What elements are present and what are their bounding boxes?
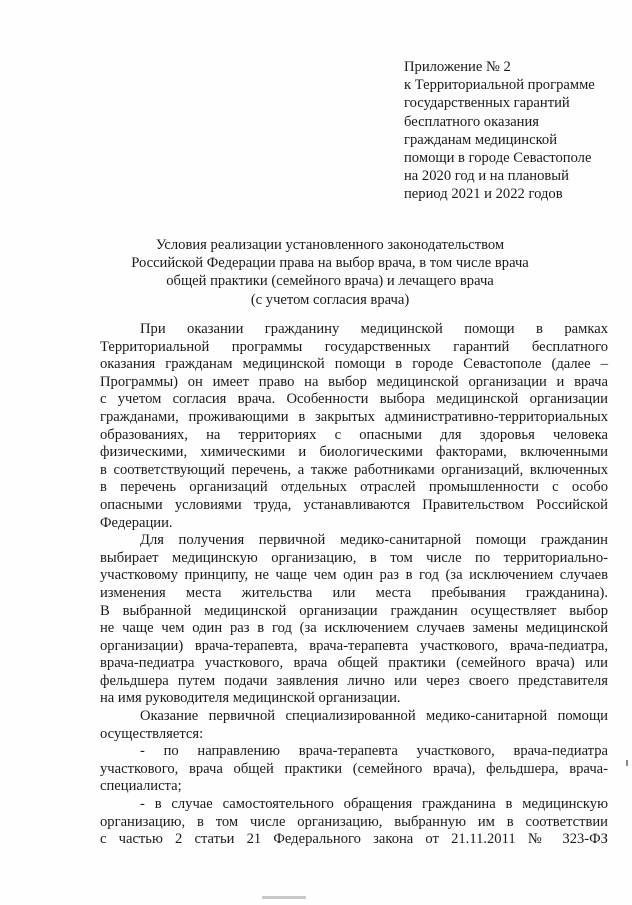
scan-artifact bbox=[626, 760, 628, 766]
body-line: оказания гражданам медицинской помощи в городе Севастополе (далее – bbox=[100, 356, 608, 373]
body-line: организации) врача-терапевта, врача-терапевта участкового, врача-педиатра, bbox=[100, 637, 608, 654]
body-line: выбирает медицинскую организацию, в том числе по территориально- bbox=[100, 549, 608, 566]
document-title bbox=[100, 236, 560, 309]
body-line: физическими, химическими и биологическими факторами, включенными bbox=[100, 444, 608, 461]
title-line: общей практики (семейного врача) и лечащего врача bbox=[166, 273, 494, 290]
appendix-header bbox=[404, 58, 632, 204]
body-line: с частью 2 статьи 21 Федерального закона от 21.11.2011 № 323-ФЗ bbox=[100, 831, 608, 848]
appendix-line: к Территориальной программе bbox=[404, 77, 595, 94]
title-line: Российской Федерации права на выбор врача, в том числе врача bbox=[131, 255, 529, 272]
body-line: Федерации. bbox=[100, 514, 173, 531]
body-line: Для получения первичной медико-санитарной помощи гражданин bbox=[140, 532, 608, 549]
body-line: - в случае самостоятельного обращения гражданина в медицинскую bbox=[140, 796, 608, 813]
body-line: При оказании гражданину медицинской помощи в рамках bbox=[140, 321, 608, 337]
appendix-line: Приложение № 2 bbox=[404, 59, 511, 75]
body-line: специалиста; bbox=[100, 778, 182, 795]
body-line: фельдшера путем подачи заявления лично или через своего представителя bbox=[100, 672, 608, 689]
title-line: Условия реализации установленного законодательством bbox=[155, 237, 505, 253]
body-line: врача-педиатра участкового, врача общей практики (семейного врача) или bbox=[100, 655, 608, 672]
body-line: опасными условиями труда, устанавливаются Правительством Российской bbox=[100, 496, 608, 513]
body-line: В выбранной медицинской организации гражданин осуществляет выбор bbox=[100, 602, 608, 619]
appendix-line: бесплатного оказания bbox=[404, 113, 540, 130]
body-line: Территориальной программы государственных гарантий бесплатного bbox=[100, 338, 608, 355]
body-line: - по направлению врача-терапевта участкового, врача-педиатра bbox=[140, 743, 608, 760]
body-line: осуществляется: bbox=[100, 725, 204, 742]
body-line: Программы) он имеет право на выбор медицинской организации и врача bbox=[100, 373, 608, 390]
body-line: образованиях, на территориях с опасными для здоровья человека bbox=[100, 426, 608, 443]
body-line: изменения места жительства или места пребывания гражданина). bbox=[100, 584, 608, 601]
body-line: на имя руководителя медицинской организации. bbox=[100, 690, 401, 707]
appendix-line: государственных гарантий bbox=[404, 95, 570, 112]
scan-artifact bbox=[262, 896, 306, 899]
body-line: не чаще чем один раз в год (за исключением случаев замены медицинской bbox=[100, 620, 608, 637]
document-body bbox=[100, 321, 608, 849]
body-line: с учетом согласия врача. Особенности выбора медицинской организации bbox=[100, 391, 608, 408]
appendix-line: помощи в городе Севастополе bbox=[404, 150, 592, 167]
body-line: в соответствующий перечень, а также работниками организаций, включенных bbox=[100, 461, 608, 478]
body-line: организацию, в том числе организацию, выбранную им в соответствии bbox=[100, 813, 608, 830]
body-line: гражданами, проживающими в закрытых административно-территориальных bbox=[100, 408, 608, 425]
appendix-line: гражданам медицинской bbox=[404, 131, 558, 148]
body-line: в перечень организаций отдельных отраслей промышленности с особо bbox=[100, 479, 608, 496]
body-line: Оказание первичной специализированной медико-санитарной помощи bbox=[140, 708, 608, 725]
title-line: (с учетом согласия врача) bbox=[250, 291, 410, 308]
body-line: участковому принципу, не чаще чем один раз в год (за исключением случаев bbox=[100, 567, 608, 584]
body-line: участкового, врача общей практики (семейного врача), фельдшера, врача- bbox=[100, 760, 608, 777]
appendix-line: период 2021 и 2022 годов bbox=[404, 186, 563, 203]
appendix-line: на 2020 год и на плановый bbox=[404, 168, 569, 185]
